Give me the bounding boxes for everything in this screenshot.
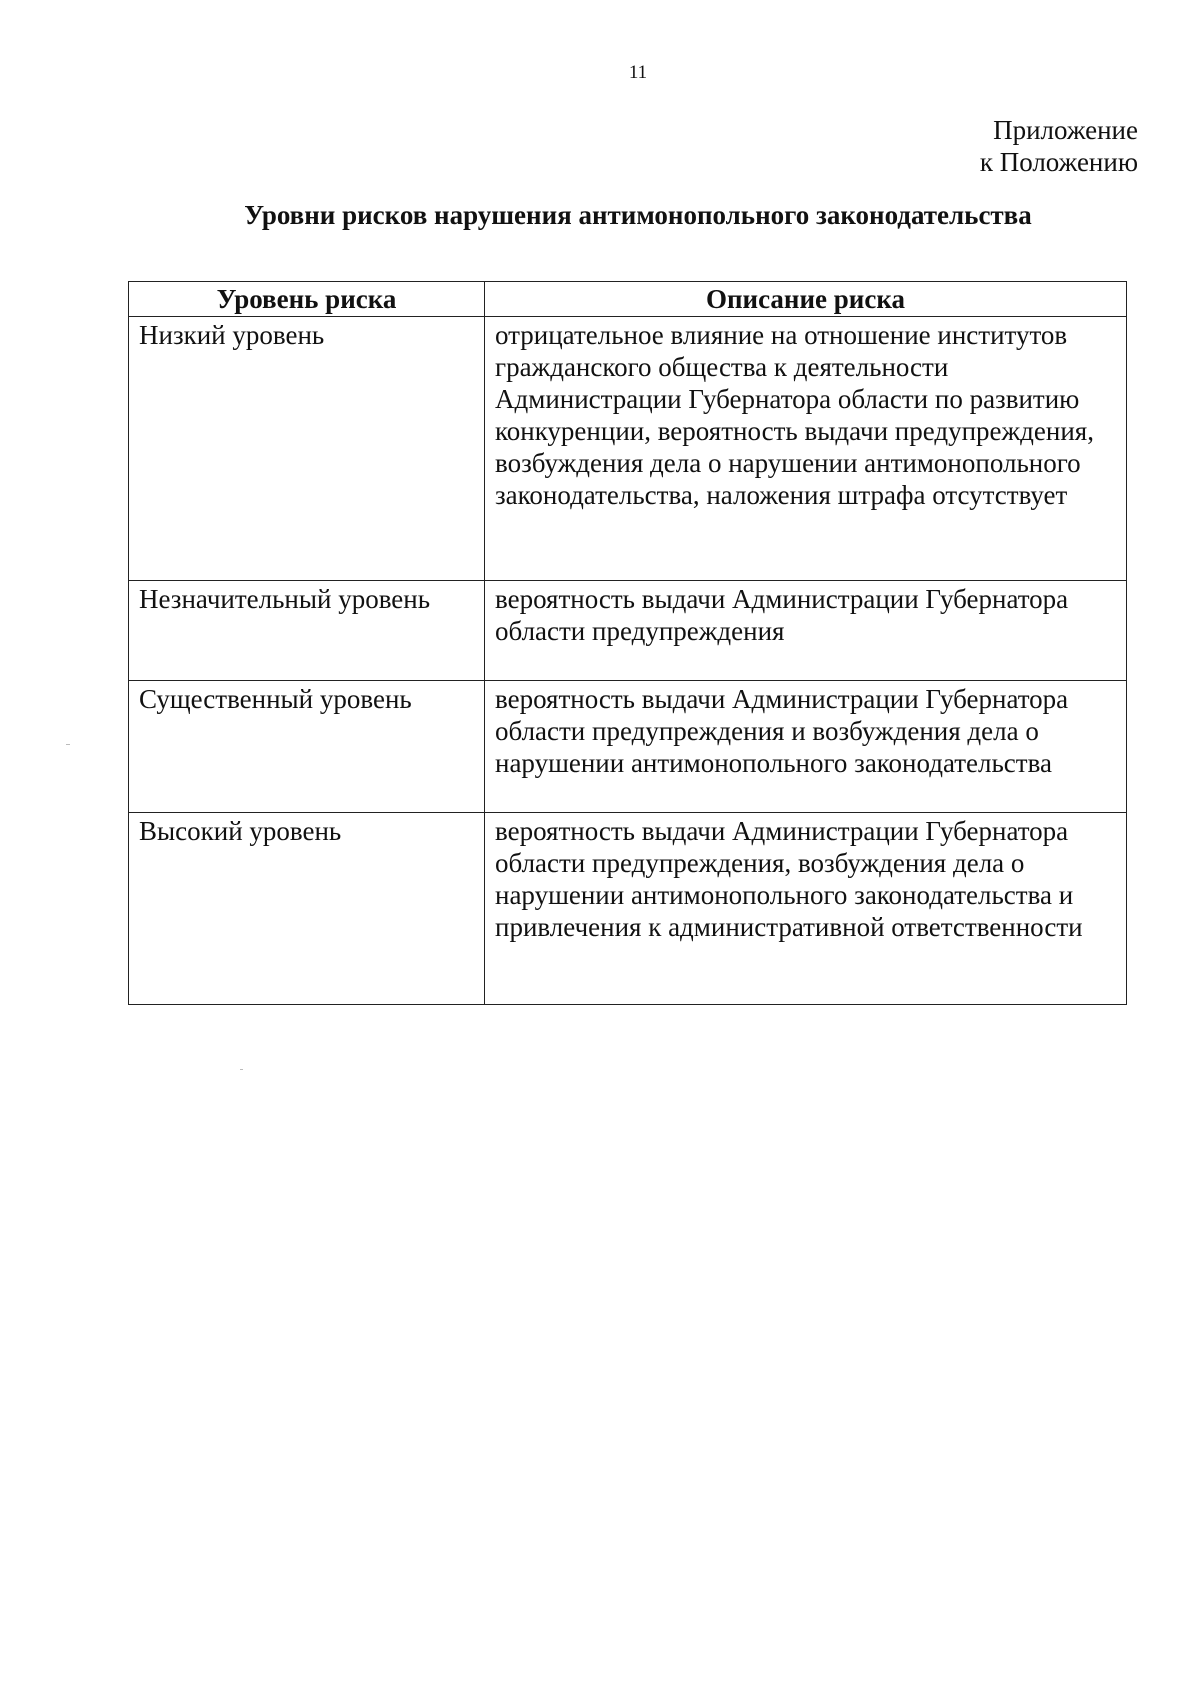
risk-level-cell: Незначительный уровень — [129, 581, 485, 681]
risk-description-cell: вероятность выдачи Администрации Губернатора области предупреждения, возбуждения дела о нарушении антимонопольного законодательства и привлечения к административной ответственности — [485, 813, 1127, 1005]
risk-levels-table — [128, 281, 1127, 1005]
scan-speck — [66, 744, 70, 745]
column-header-level: Уровень риска — [129, 282, 485, 317]
risk-description-cell: вероятность выдачи Администрации Губернатора области предупреждения и возбуждения дела о нарушении антимонопольного законодательства — [485, 681, 1127, 813]
risk-description-cell: отрицательное влияние на отношение институтов гражданского общества к деятельности Администрации Губернатора области по развитию конкуренции, вероятность выдачи предупреждения, возбуждения дела о нарушении антимонопольного законодательства, наложения штрафа отсутствует — [485, 317, 1127, 581]
risk-description-cell: вероятность выдачи Администрации Губернатора области предупреждения — [485, 581, 1127, 681]
table-row — [129, 813, 1127, 1005]
table-row — [129, 317, 1127, 581]
page-number: 11 — [628, 62, 648, 83]
table-header-row — [129, 282, 1127, 317]
table-row — [129, 581, 1127, 681]
risk-level-cell: Высокий уровень — [129, 813, 485, 1005]
appendix-line-1: Приложение — [993, 115, 1138, 145]
table-row — [129, 681, 1127, 813]
risk-level-cell: Низкий уровень — [129, 317, 485, 581]
appendix-label — [980, 114, 1138, 178]
document-title: Уровни рисков нарушения антимонопольного законодательства — [244, 200, 1032, 230]
scan-speck — [240, 1069, 243, 1070]
appendix-line-2: к Положению — [979, 147, 1138, 177]
column-header-description: Описание риска — [485, 282, 1127, 317]
risk-level-cell: Существенный уровень — [129, 681, 485, 813]
